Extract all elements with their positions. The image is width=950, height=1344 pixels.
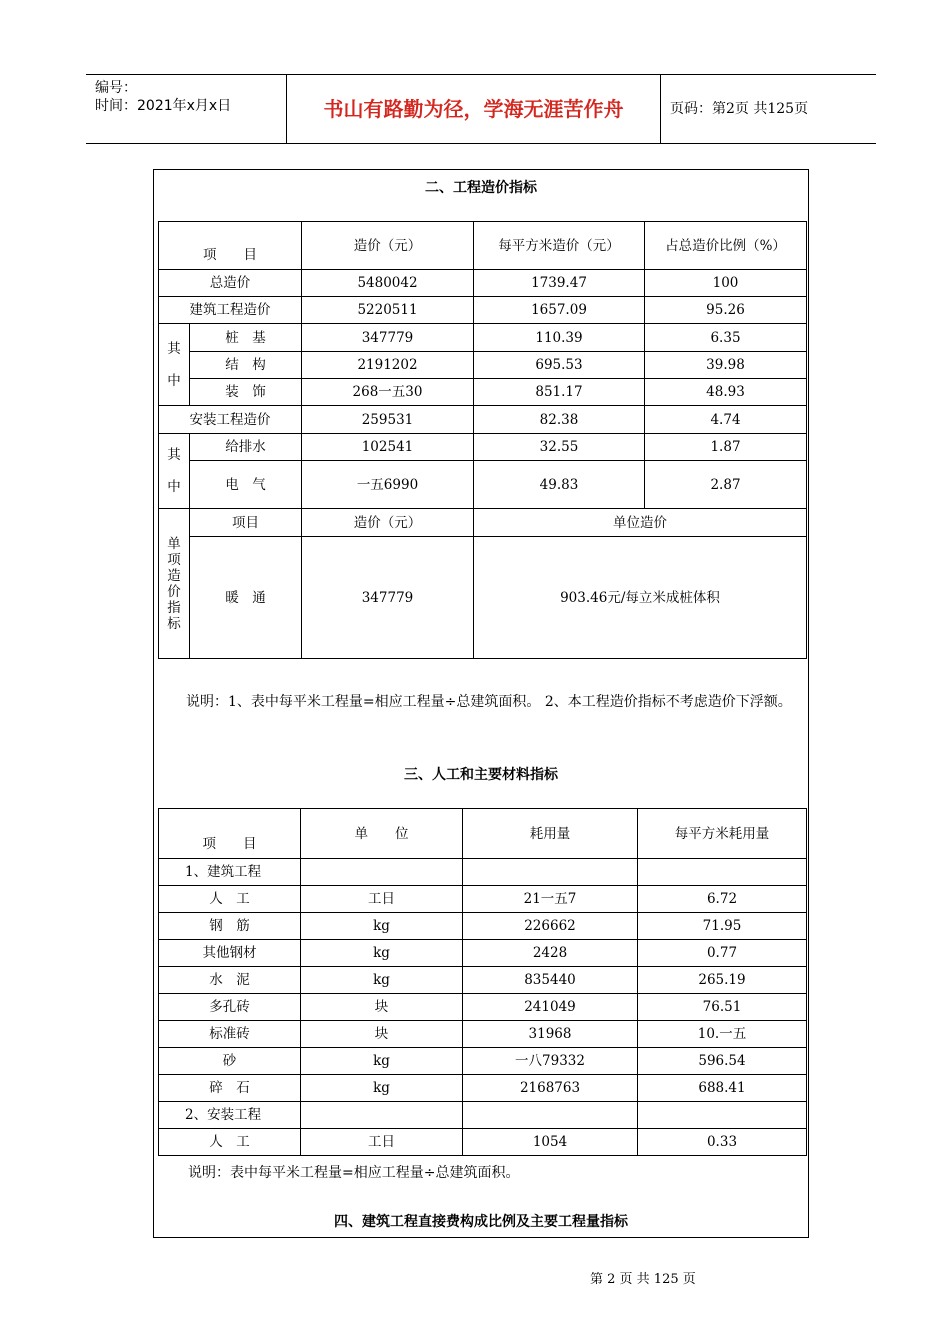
single-col-item: 项目 [190, 509, 302, 537]
cell-name: 人 工 [159, 886, 301, 913]
group-label-building: 其 中 [159, 324, 190, 406]
cell-cost: 347779 [302, 324, 474, 352]
cell-unit: 工日 [301, 1129, 463, 1156]
section3-note: 说明：表中每平米工程量=相应工程量÷总建筑面积。 [188, 1165, 520, 1181]
header-motto: 书山有路勤为径，学海无涯苦作舟 [287, 75, 661, 143]
cell-per-m2: 6.72 [638, 886, 807, 913]
group-label-single: 单 项 造 价 指 标 [159, 509, 190, 659]
cell-qty: 2428 [463, 940, 638, 967]
cell-qty: 一八79332 [463, 1048, 638, 1075]
header-meta [86, 75, 287, 143]
table-header-row [159, 222, 807, 270]
cost-index-table [158, 221, 807, 659]
table-row [159, 967, 807, 994]
col-header-unit: 单 位 [301, 809, 463, 859]
cell-per-m2: 110.39 [474, 324, 645, 352]
col-header-per-m2: 每平方米耗用量 [638, 809, 807, 859]
table-row [159, 461, 807, 509]
cell-unit: 工日 [301, 886, 463, 913]
row-label: 结 构 [190, 352, 302, 379]
col-header-item: 项 目 [159, 809, 301, 859]
table-row [159, 406, 807, 434]
cell-name: 其他钢材 [159, 940, 301, 967]
row-label: 电 气 [190, 461, 302, 509]
section3-title: 三、人工和主要材料指标 [404, 767, 558, 783]
cell-qty: 241049 [463, 994, 638, 1021]
cell-ratio: 1.87 [645, 434, 807, 461]
col-header-qty: 耗用量 [463, 809, 638, 859]
cell-name: 多孔砖 [159, 994, 301, 1021]
row-label: 给排水 [190, 434, 302, 461]
cell-name: 水 泥 [159, 967, 301, 994]
row-label: 安装工程造价 [159, 406, 302, 434]
table-row [159, 1048, 807, 1075]
page-footer: 第 2 页 共 125 页 [590, 1272, 696, 1287]
row-label: 装 饰 [190, 379, 302, 406]
table-row [159, 352, 807, 379]
table-row [159, 940, 807, 967]
group-row [159, 1102, 807, 1129]
cell-cost: 102541 [302, 434, 474, 461]
cell-cost: 347779 [302, 537, 474, 659]
cell-qty: 21一五7 [463, 886, 638, 913]
cell-cost: 5480042 [302, 270, 474, 297]
single-col-unit: 单位造价 [474, 509, 807, 537]
cell-per-m2: 1657.09 [474, 297, 645, 324]
cell-per-m2: 695.53 [474, 352, 645, 379]
header-time: 时间：2021年x月x日 [95, 98, 232, 114]
header-page: 页码：第2页 共125页 [670, 101, 809, 117]
table-row [159, 537, 807, 659]
cell-unit: 块 [301, 1021, 463, 1048]
row-label: 建筑工程造价 [159, 297, 302, 324]
cell-unit: kg [301, 967, 463, 994]
cell-per-m2: 851.17 [474, 379, 645, 406]
cell-per-m2: 265.19 [638, 967, 807, 994]
cell-per-m2: 1739.47 [474, 270, 645, 297]
table-row [159, 297, 807, 324]
cell-per-m2: 0.77 [638, 940, 807, 967]
cell-qty: 31968 [463, 1021, 638, 1048]
group-label: 1、建筑工程 [159, 859, 301, 886]
cell-per-m2: 0.33 [638, 1129, 807, 1156]
cell-name: 钢 筋 [159, 913, 301, 940]
cell-unit: 块 [301, 994, 463, 1021]
group-row [159, 859, 807, 886]
cell-per-m2: 76.51 [638, 994, 807, 1021]
col-header-item: 项 目 [159, 222, 302, 270]
section2-title: 二、工程造价指标 [425, 180, 537, 196]
cell-qty: 835440 [463, 967, 638, 994]
cell-name: 标准砖 [159, 1021, 301, 1048]
cell-cost: 5220511 [302, 297, 474, 324]
col-header-ratio: 占总造价比例（%） [645, 222, 807, 270]
cell-unit: kg [301, 1048, 463, 1075]
table-row [159, 886, 807, 913]
single-col-cost: 造价（元） [302, 509, 474, 537]
cell-qty: 2168763 [463, 1075, 638, 1102]
row-label: 桩 基 [190, 324, 302, 352]
table-header-row [159, 809, 807, 859]
section4-title: 四、建筑工程直接费构成比例及主要工程量指标 [334, 1214, 628, 1230]
cell-per-m2: 10.一五 [638, 1021, 807, 1048]
table-row [159, 994, 807, 1021]
cell-name: 碎 石 [159, 1075, 301, 1102]
cell-ratio: 100 [645, 270, 807, 297]
cell-qty: 1054 [463, 1129, 638, 1156]
cell-cost: 2191202 [302, 352, 474, 379]
cell-per-m2: 596.54 [638, 1048, 807, 1075]
table-row [159, 1129, 807, 1156]
table-row [159, 379, 807, 406]
cell-per-m2: 71.95 [638, 913, 807, 940]
col-header-cost: 造价（元） [302, 222, 474, 270]
labor-material-table [158, 808, 807, 1156]
group-label: 2、安装工程 [159, 1102, 301, 1129]
table-row [159, 324, 807, 352]
cell-per-m2: 82.38 [474, 406, 645, 434]
cell-ratio: 39.98 [645, 352, 807, 379]
col-header-per-m2: 每平方米造价（元） [474, 222, 645, 270]
table-row [159, 509, 807, 537]
table-row [159, 1021, 807, 1048]
cell-name: 砂 [159, 1048, 301, 1075]
cell-ratio: 2.87 [645, 461, 807, 509]
cell-unit: kg [301, 1075, 463, 1102]
cell-ratio: 95.26 [645, 297, 807, 324]
cell-name: 人 工 [159, 1129, 301, 1156]
row-label: 暖 通 [190, 537, 302, 659]
cell-cost: 259531 [302, 406, 474, 434]
cell-unit: kg [301, 913, 463, 940]
header-number: 编号： [95, 80, 137, 96]
cell-qty: 226662 [463, 913, 638, 940]
table-row [159, 434, 807, 461]
table-row [159, 913, 807, 940]
cell-cost: 一五6990 [302, 461, 474, 509]
cell-per-m2: 32.55 [474, 434, 645, 461]
cell-unit-cost: 903.46元/每立米成桩体积 [474, 537, 807, 659]
cell-ratio: 6.35 [645, 324, 807, 352]
table-row [159, 270, 807, 297]
cell-unit: kg [301, 940, 463, 967]
cell-ratio: 4.74 [645, 406, 807, 434]
cell-cost: 268一五30 [302, 379, 474, 406]
section2-note: 说明：1、表中每平米工程量=相应工程量÷总建筑面积。 2、本工程造价指标不考虑造价下浮额。 [186, 694, 792, 710]
group-label-install: 其 中 [159, 434, 190, 509]
table-row [159, 1075, 807, 1102]
cell-ratio: 48.93 [645, 379, 807, 406]
cell-per-m2: 49.83 [474, 461, 645, 509]
page-header [86, 74, 876, 144]
cell-per-m2: 688.41 [638, 1075, 807, 1102]
row-label: 总造价 [159, 270, 302, 297]
